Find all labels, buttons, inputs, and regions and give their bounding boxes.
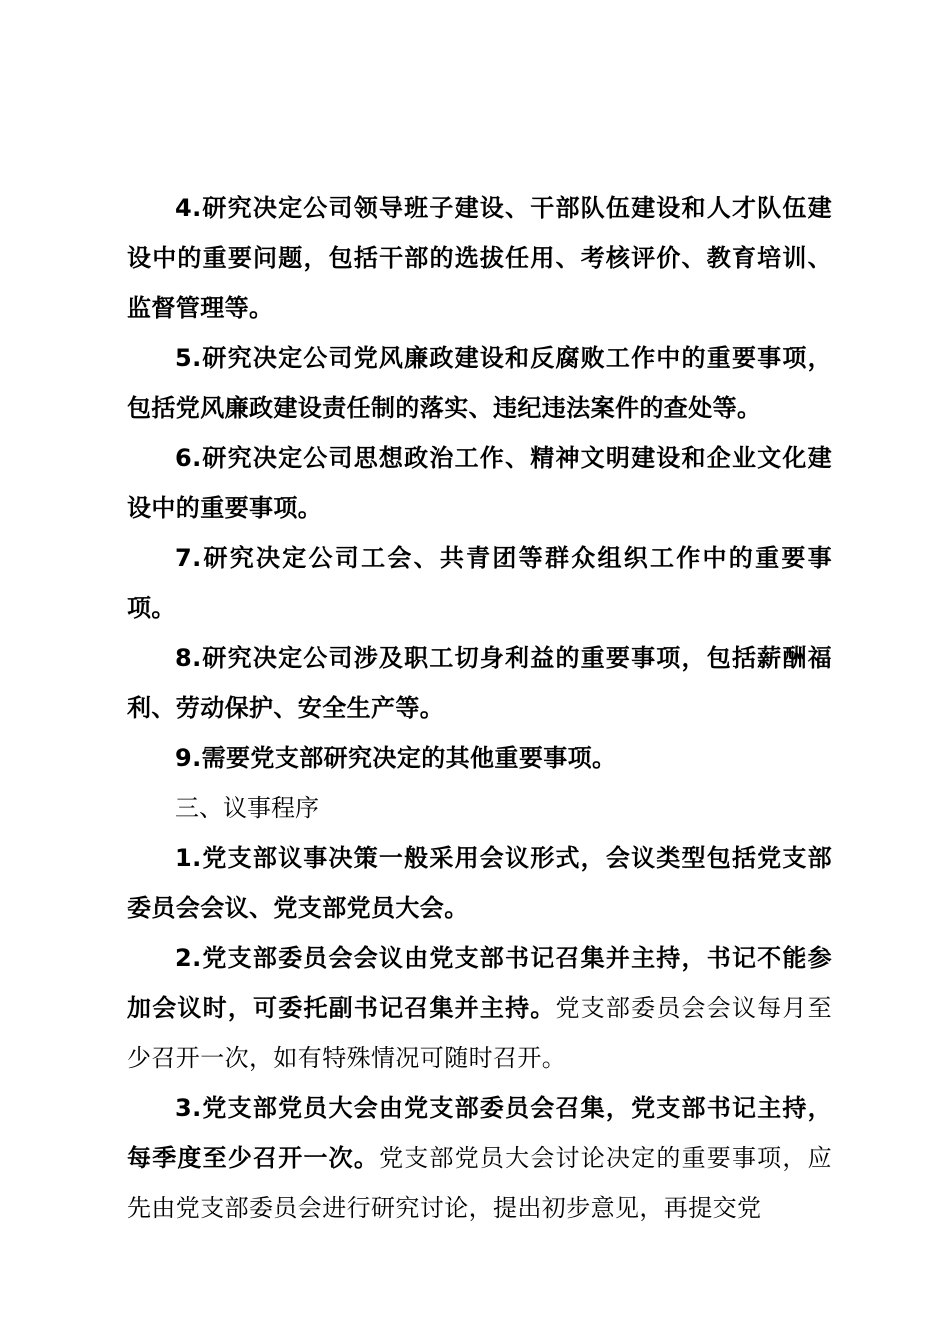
procedure-normal-text: 党支部委员会会议每月至少召开一次，如有特殊情况可随时召开。 (127, 994, 832, 1072)
paragraph-item-7 (127, 533, 832, 633)
procedure-bold-text: 1.党支部议事决策一般采用会议形式，会议类型包括党支部委员会会议、党支部党员大会。 (127, 844, 832, 922)
procedure-normal-text: 党支部党员大会讨论决定的重要事项，应先由党支部委员会进行研究讨论，提出初步意见，再提交党 (127, 1144, 833, 1222)
procedure-item-2 (127, 933, 832, 1083)
procedure-bold-text: 3.党支部党员大会由党支部委员会召集，党支部书记主持，每季度至少召开一次。 (127, 1094, 832, 1172)
paragraph-item-4 (127, 183, 832, 333)
document-body (127, 183, 832, 1233)
paragraph-item-6 (127, 433, 832, 533)
procedure-item-1 (127, 833, 832, 933)
paragraph-bold-text: 5.研究决定公司党风廉政建设和反腐败工作中的重要事项，包括党风廉政建设责任制的落实、违纪违法案件的查处等。 (127, 344, 832, 422)
section-heading: 三、议事程序 (175, 794, 319, 822)
paragraph-bold-text: 4.研究决定公司领导班子建设、干部队伍建设和人才队伍建设中的重要问题，包括干部的选拔任用、考核评价、教育培训、监督管理等。 (127, 194, 832, 322)
paragraph-bold-text: 6.研究决定公司思想政治工作、精神文明建设和企业文化建设中的重要事项。 (127, 444, 832, 522)
paragraph-item-9 (127, 733, 832, 783)
procedure-bold-text: 2.党支部委员会会议由党支部书记召集并主持，书记不能参加会议时，可委托副书记召集并主持。 (127, 944, 832, 1022)
paragraph-bold-text: 7.研究决定公司工会、共青团等群众组织工作中的重要事项。 (127, 544, 832, 622)
paragraph-item-5 (127, 333, 832, 433)
paragraph-bold-text: 8.研究决定公司涉及职工切身利益的重要事项，包括薪酬福利、劳动保护、安全生产等。 (127, 644, 832, 722)
paragraph-item-8 (127, 633, 832, 733)
procedure-item-3 (127, 1083, 832, 1233)
paragraph-bold-text: 9.需要党支部研究决定的其他重要事项。 (175, 744, 617, 772)
